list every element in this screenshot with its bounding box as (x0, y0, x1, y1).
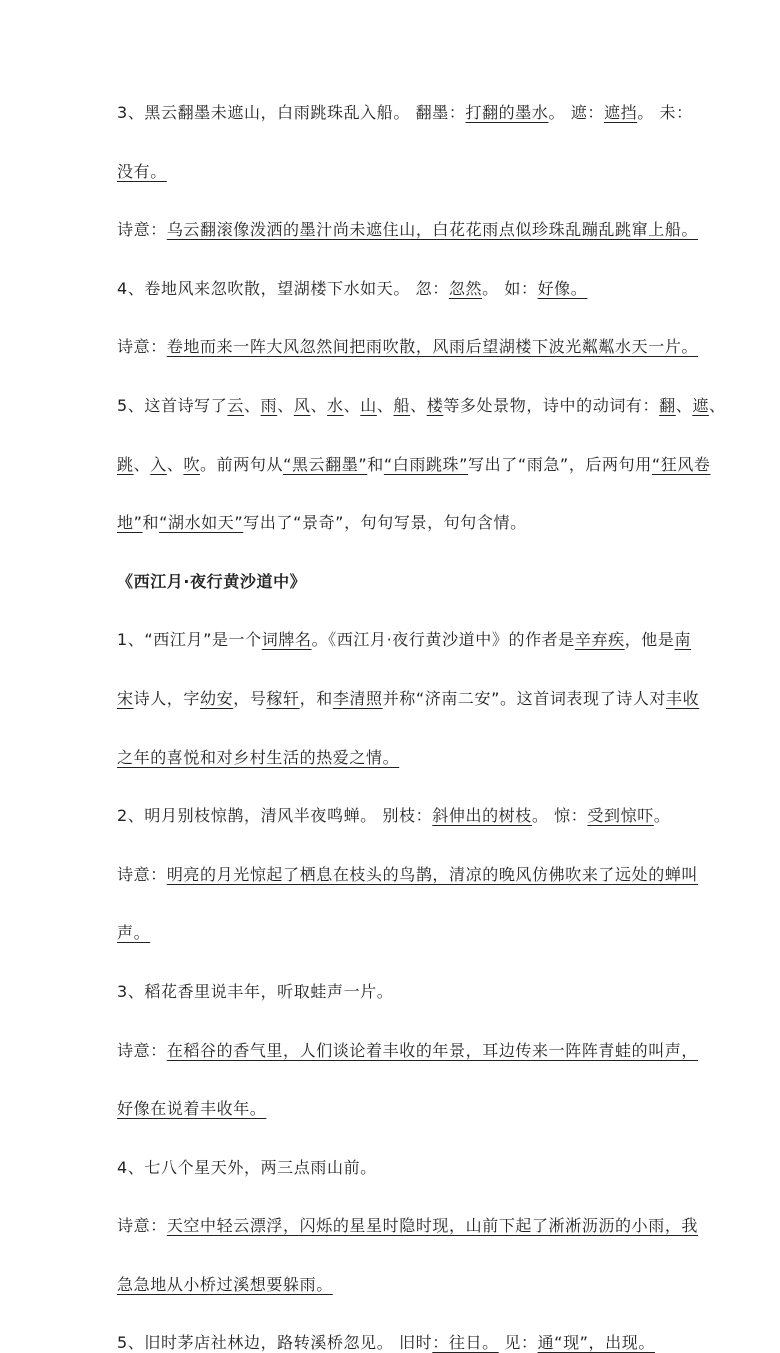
text-segment: 、 (277, 395, 294, 415)
text-line (117, 279, 668, 299)
underlined-answer: 吹 (183, 454, 201, 474)
underlined-answer: 山 (360, 395, 377, 415)
underlined-answer: 乌云翻滚像泼洒的墨汁尚未遮住山，白花花雨点似珍珠乱蹦乱跳窜上船。 (166, 220, 699, 240)
underlined-answer: “狂风卷 (651, 454, 711, 474)
underlined-answer: 词牌名 (261, 630, 312, 650)
underlined-answer: “白雨跳珠” (383, 454, 469, 474)
text-segment: 、 (343, 395, 361, 415)
text-line (117, 1158, 668, 1178)
text-segment: 诗意： (117, 1040, 167, 1060)
text-line (117, 162, 668, 182)
underlined-answer: 打翻的墨水 (465, 103, 549, 122)
text-line (117, 1275, 668, 1295)
underlined-answer: 云 (227, 395, 244, 415)
text-line (117, 513, 668, 533)
text-segment: 、 (675, 395, 693, 415)
text-segment: 等多处景物，诗中的动词有： (443, 395, 660, 415)
underlined-answer: 没有。 (117, 161, 167, 181)
text-line (117, 220, 699, 240)
text-segment: 。 遮： (548, 103, 604, 122)
underlined-answer: ：往日。 (432, 1333, 499, 1353)
underlined-answer: 之年的喜悦和对乡村生活的热爱之情。 (117, 747, 400, 767)
text-segment: 4、卷地风来忽吹散，望湖楼下水如天。 忽： (117, 278, 449, 298)
text-segment: 、 (133, 454, 151, 474)
text-segment: 、 (244, 395, 261, 415)
text-segment: 、 (166, 454, 184, 474)
underlined-answer: 稼轩 (266, 688, 300, 708)
text-line (117, 1040, 699, 1061)
underlined-answer: 李清照 (332, 688, 383, 708)
underlined-answer: 在稻谷的香气里，人们谈论着丰收的年景，耳边传来一阵阵青蛙的叫声， (166, 1040, 699, 1060)
underlined-answer: 遮 (692, 395, 709, 415)
text-segment: 诗人，字 (133, 688, 201, 708)
text-line (117, 1216, 699, 1236)
section-title (117, 572, 668, 592)
underlined-answer: 风 (293, 395, 311, 415)
text-line (117, 748, 668, 768)
text-segment: 并称“济南二安”。这首词表现了诗人对 (382, 688, 667, 708)
text-segment: 。 惊： (531, 806, 588, 826)
text-segment: 5、旧时茅店社林边，路转溪桥忽见。 旧时 (117, 1333, 433, 1353)
text-line (117, 630, 692, 650)
text-line (117, 395, 726, 416)
underlined-answer: 宋 (117, 688, 134, 708)
underlined-answer: 楼 (426, 395, 444, 415)
underlined-answer: 丰收 (666, 688, 700, 708)
underlined-answer: 水 (327, 395, 344, 415)
underlined-answer: 斜伸出的树枝 (432, 806, 532, 826)
text-segment: 《西江月·夜行黄沙道中》 (117, 571, 307, 591)
text-segment: 、 (376, 395, 394, 415)
text-segment: 。前两句从 (200, 454, 284, 474)
text-segment: 3、稻花香里说丰年，听取蛙声一片。 (117, 981, 394, 1001)
text-segment: 写出了“景奇”，句句写景，句句含情。 (243, 513, 527, 533)
underlined-answer: 声。 (117, 923, 151, 943)
text-segment: ，他是 (624, 630, 675, 650)
text-line (117, 923, 668, 943)
text-segment: 诗意： (117, 220, 167, 240)
text-segment: 。《西江月·夜行黄沙道中》的作者是 (311, 630, 575, 650)
text-segment: 写出了“雨急”，后两句用 (468, 454, 652, 474)
underlined-answer: 通“现”，出现。 (537, 1333, 655, 1353)
underlined-answer: 卷地而来一阵大风忽然间把雨吹散，风雨后望湖楼下波光粼粼水天一片。 (166, 337, 699, 357)
underlined-answer: 雨 (260, 395, 278, 415)
text-segment: 和 (367, 454, 384, 474)
underlined-answer: 船 (393, 395, 411, 415)
underlined-answer: 幼安 (200, 688, 234, 708)
text-line (117, 688, 700, 709)
underlined-answer: “湖水如天” (159, 513, 244, 533)
text-segment: 。 如： (482, 278, 538, 298)
text-segment: 。 未： (637, 103, 693, 122)
text-line (117, 1099, 668, 1119)
underlined-answer: 翻 (659, 395, 676, 415)
text-segment: ，和 (299, 688, 333, 708)
underlined-answer: 好像在说着丰收年。 (117, 1099, 267, 1119)
text-line (117, 454, 711, 475)
underlined-answer: 入 (150, 454, 167, 474)
text-segment: ，号 (233, 688, 267, 708)
text-line (117, 982, 668, 1002)
text-segment: 诗意： (117, 864, 167, 884)
text-segment: 诗意： (117, 1216, 167, 1236)
underlined-answer: 急急地从小桥过溪想要躲雨。 (117, 1274, 333, 1294)
underlined-answer: “黑云翻墨” (283, 454, 368, 474)
text-segment: 、 (708, 395, 726, 415)
underlined-answer: 地” (117, 513, 143, 533)
text-segment: 、 (410, 395, 427, 415)
text-segment: 。 (653, 806, 671, 826)
text-line (117, 103, 693, 123)
underlined-answer: 南 (674, 630, 692, 650)
underlined-answer: 忽然 (448, 278, 483, 298)
text-segment: 、 (310, 395, 328, 415)
text-line (117, 806, 671, 826)
text-segment: 1、“西江月”是一个 (117, 630, 262, 650)
text-segment: 2、明月别枝惊鹊，清风半夜鸣蝉。 别枝： (117, 806, 433, 826)
underlined-answer: 遮挡 (603, 103, 638, 122)
text-segment: 见： (498, 1333, 538, 1353)
text-segment: 诗意： (117, 337, 167, 357)
text-segment: 和 (142, 513, 160, 533)
underlined-answer: 好像。 (537, 278, 588, 298)
text-segment: 3、黑云翻墨未遮山，白雨跳珠乱入船。 翻墨： (117, 103, 466, 122)
underlined-answer: 受到惊吓 (587, 806, 654, 826)
text-line (117, 337, 699, 357)
text-line (117, 1333, 668, 1353)
underlined-answer: 明亮的月光惊起了栖息在枝头的鸟鹊，清凉的晚风仿佛吹来了远处的蝉叫 (166, 864, 699, 884)
underlined-answer: 跳 (117, 454, 134, 474)
text-line (117, 864, 699, 885)
underlined-answer: 辛弃疾 (574, 630, 625, 650)
underlined-answer: 天空中轻云漂浮，闪烁的星星时隐时现，山前下起了淅淅沥沥的小雨，我 (166, 1216, 699, 1236)
text-segment: 4、七八个星天外，两三点雨山前。 (117, 1157, 377, 1177)
text-segment: 5、这首诗写了 (117, 395, 228, 415)
